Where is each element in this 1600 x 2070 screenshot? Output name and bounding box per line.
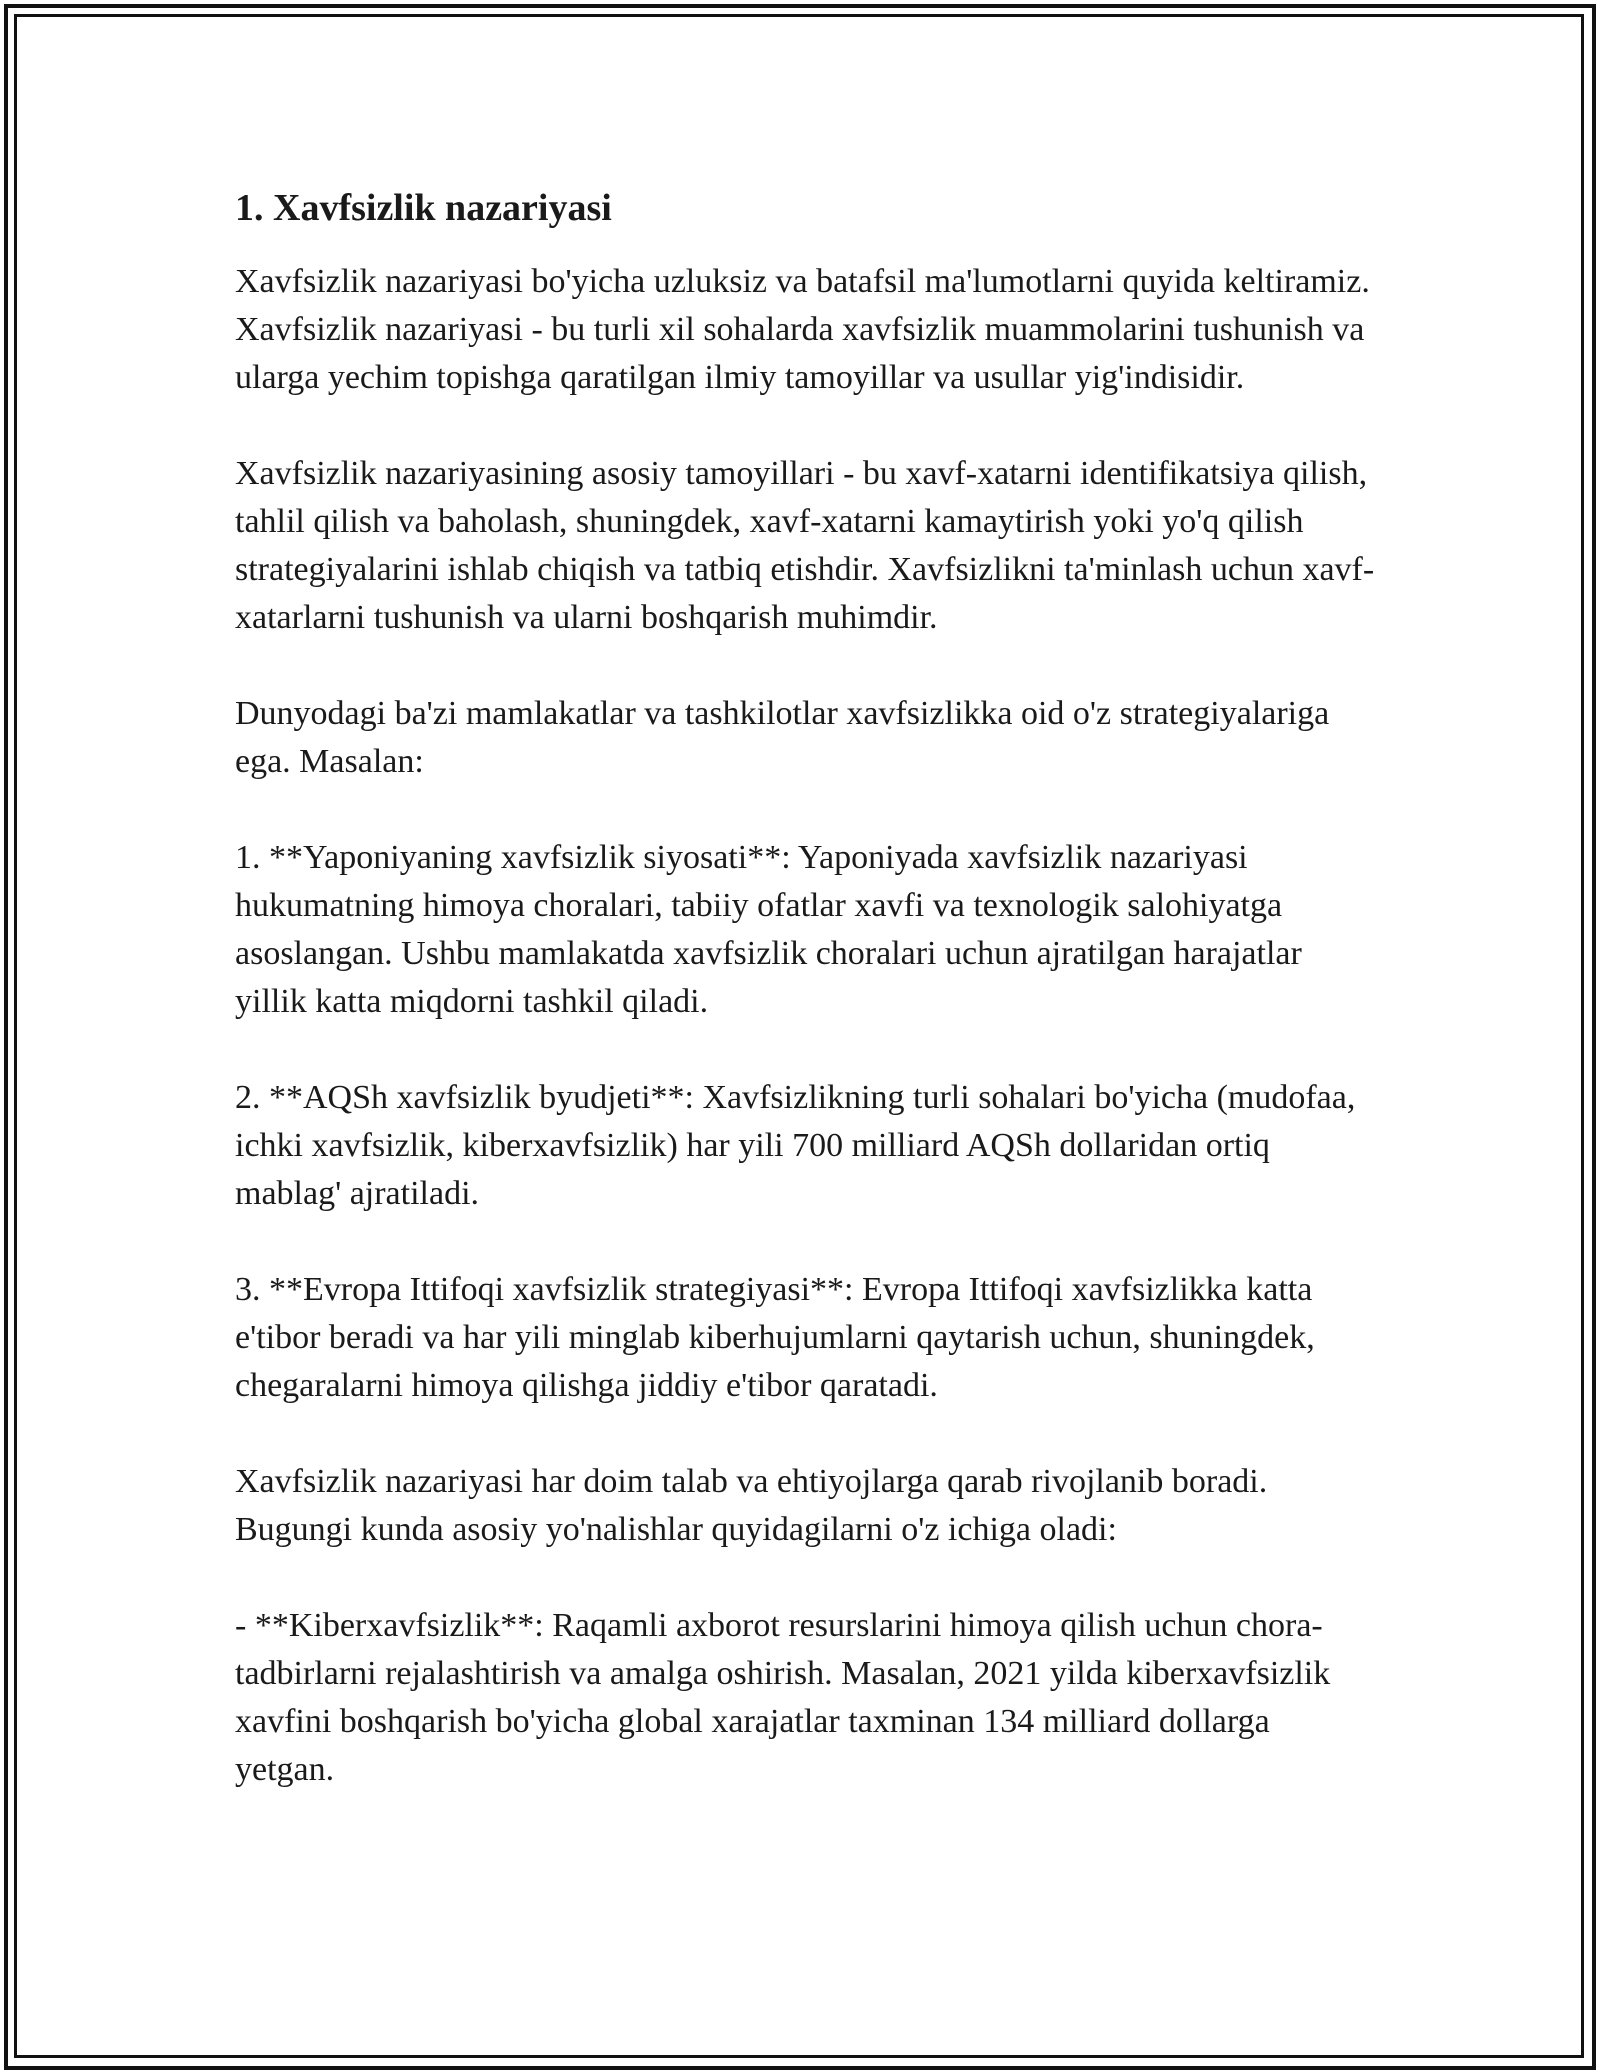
paragraph-directions: Xavfsizlik nazariyasi har doim talab va ehtiyojlarga qarab rivojlanib boradi. Bugungi kunda asosiy yo'nalishlar quyidagilarni o'z ichiga oladi:: [235, 1462, 1268, 1548]
document-body: [235, 186, 1375, 1842]
paragraph-principles: Xavfsizlik nazariyasining asosiy tamoyillari - bu xavf-xatarni identifikatsiya qilish, tahlil qilish va baholash, shuningdek, xavf-xatarni kamaytirish yoki yo'q qilish strategiyalarini ishlab chiqish va tatbiq etishdir. Xavfsizlikni ta'minlash uchun xavf-xatarlarni tushunish va ularni boshqarish muhimdir.: [235, 454, 1375, 636]
paragraph-intro: Xavfsizlik nazariyasi bo'yicha uzluksiz va batafsil ma'lumotlarni quyida keltiramiz. Xavfsizlik nazariyasi - bu turli xil sohalarda xavfsizlik muammolarini tushunish va ularga yechim topishga qaratilgan ilmiy tamoyillar va usullar yig'indisidir.: [235, 262, 1370, 396]
list-item-eu: 3. **Evropa Ittifoqi xavfsizlik strategiyasi**: Evropa Ittifoqi xavfsizlikka katta e'tibor beradi va har yili minglab kiberhujumlarni qaytarish uchun, shuningdek, chegaralarni himoya qilishga jiddiy e'tibor qaratadi.: [235, 1270, 1315, 1404]
section-heading: 1. Xavfsizlik nazariyasi: [235, 187, 612, 229]
list-item-usa: 2. **AQSh xavfsizlik byudjeti**: Xavfsizlikning turli sohalari bo'yicha (mudofaa, ichki xavfsizlik, kiberxavfsizlik) har yili 700 milliard AQSh dollaridan ortiq mablag' ajratiladi.: [235, 1078, 1356, 1212]
list-item-japan: 1. **Yaponiyaning xavfsizlik siyosati**: Yaponiyada xavfsizlik nazariyasi hukumatning himoya choralari, tabiiy ofatlar xavfi va texnologik salohiyatga asoslangan. Ushbu mamlakatda xavfsizlik choralari uchun ajratilgan harajatlar yillik katta miqdorni tashkil qiladi.: [235, 838, 1302, 1020]
paragraph-countries: Dunyodagi ba'zi mamlakatlar va tashkilotlar xavfsizlikka oid o'z strategiyalariga ega. Masalan:: [235, 694, 1330, 780]
list-item-cybersecurity: - **Kiberxavfsizlik**: Raqamli axborot resurslarini himoya qilish uchun chora-tadbirlarni rejalashtirish va amalga oshirish. Masalan, 2021 yilda kiberxavfsizlik xavfini boshqarish bo'yicha global xarajatlar taxminan 134 milliard dollarga yetgan.: [235, 1606, 1331, 1788]
